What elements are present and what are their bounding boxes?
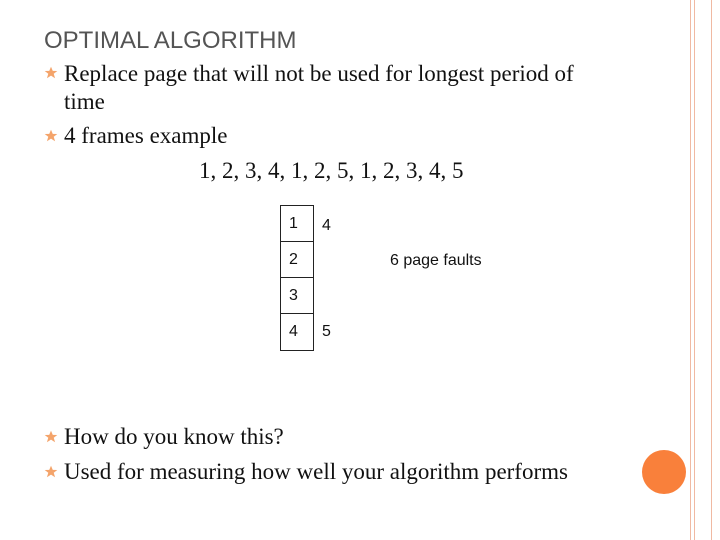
- decorative-rule-2: [694, 0, 695, 540]
- star-bullet-icon: [44, 465, 58, 479]
- bottom-bullet-1: How do you know this?: [64, 424, 284, 449]
- bullet-1-line-1: Replace page that will not be used for longest period of: [64, 61, 574, 86]
- frame-cell-4: [281, 314, 313, 350]
- frame-value-2: 2: [289, 251, 298, 268]
- frame-cell-1: [281, 206, 313, 242]
- reference-string: 1, 2, 3, 4, 1, 2, 5, 1, 2, 3, 4, 5: [199, 158, 464, 183]
- bottom-bullet-2: Used for measuring how well your algorithm performs: [64, 459, 568, 484]
- replacement-row-4: 5: [322, 323, 331, 340]
- star-bullet-icon: [44, 129, 58, 143]
- decorative-rule-1: [690, 0, 691, 540]
- replacement-row-1: 4: [322, 217, 331, 234]
- decorative-rule-3: [711, 0, 712, 540]
- bullet-1-line-2: time: [64, 89, 105, 114]
- frame-cell-2: [281, 242, 313, 278]
- bullet-2-text: 4 frames example: [64, 123, 228, 148]
- page-faults-label: 6 page faults: [390, 252, 482, 269]
- decorative-orange-circle: [642, 450, 686, 494]
- frame-table: [280, 205, 314, 351]
- frame-value-1: 1: [289, 215, 298, 232]
- frame-value-3: 3: [289, 287, 298, 304]
- frame-value-4: 4: [289, 323, 298, 340]
- slide-title: OPTIMAL ALGORITHM: [44, 27, 297, 54]
- star-bullet-icon: [44, 66, 58, 80]
- frame-cell-3: [281, 278, 313, 314]
- star-bullet-icon: [44, 430, 58, 444]
